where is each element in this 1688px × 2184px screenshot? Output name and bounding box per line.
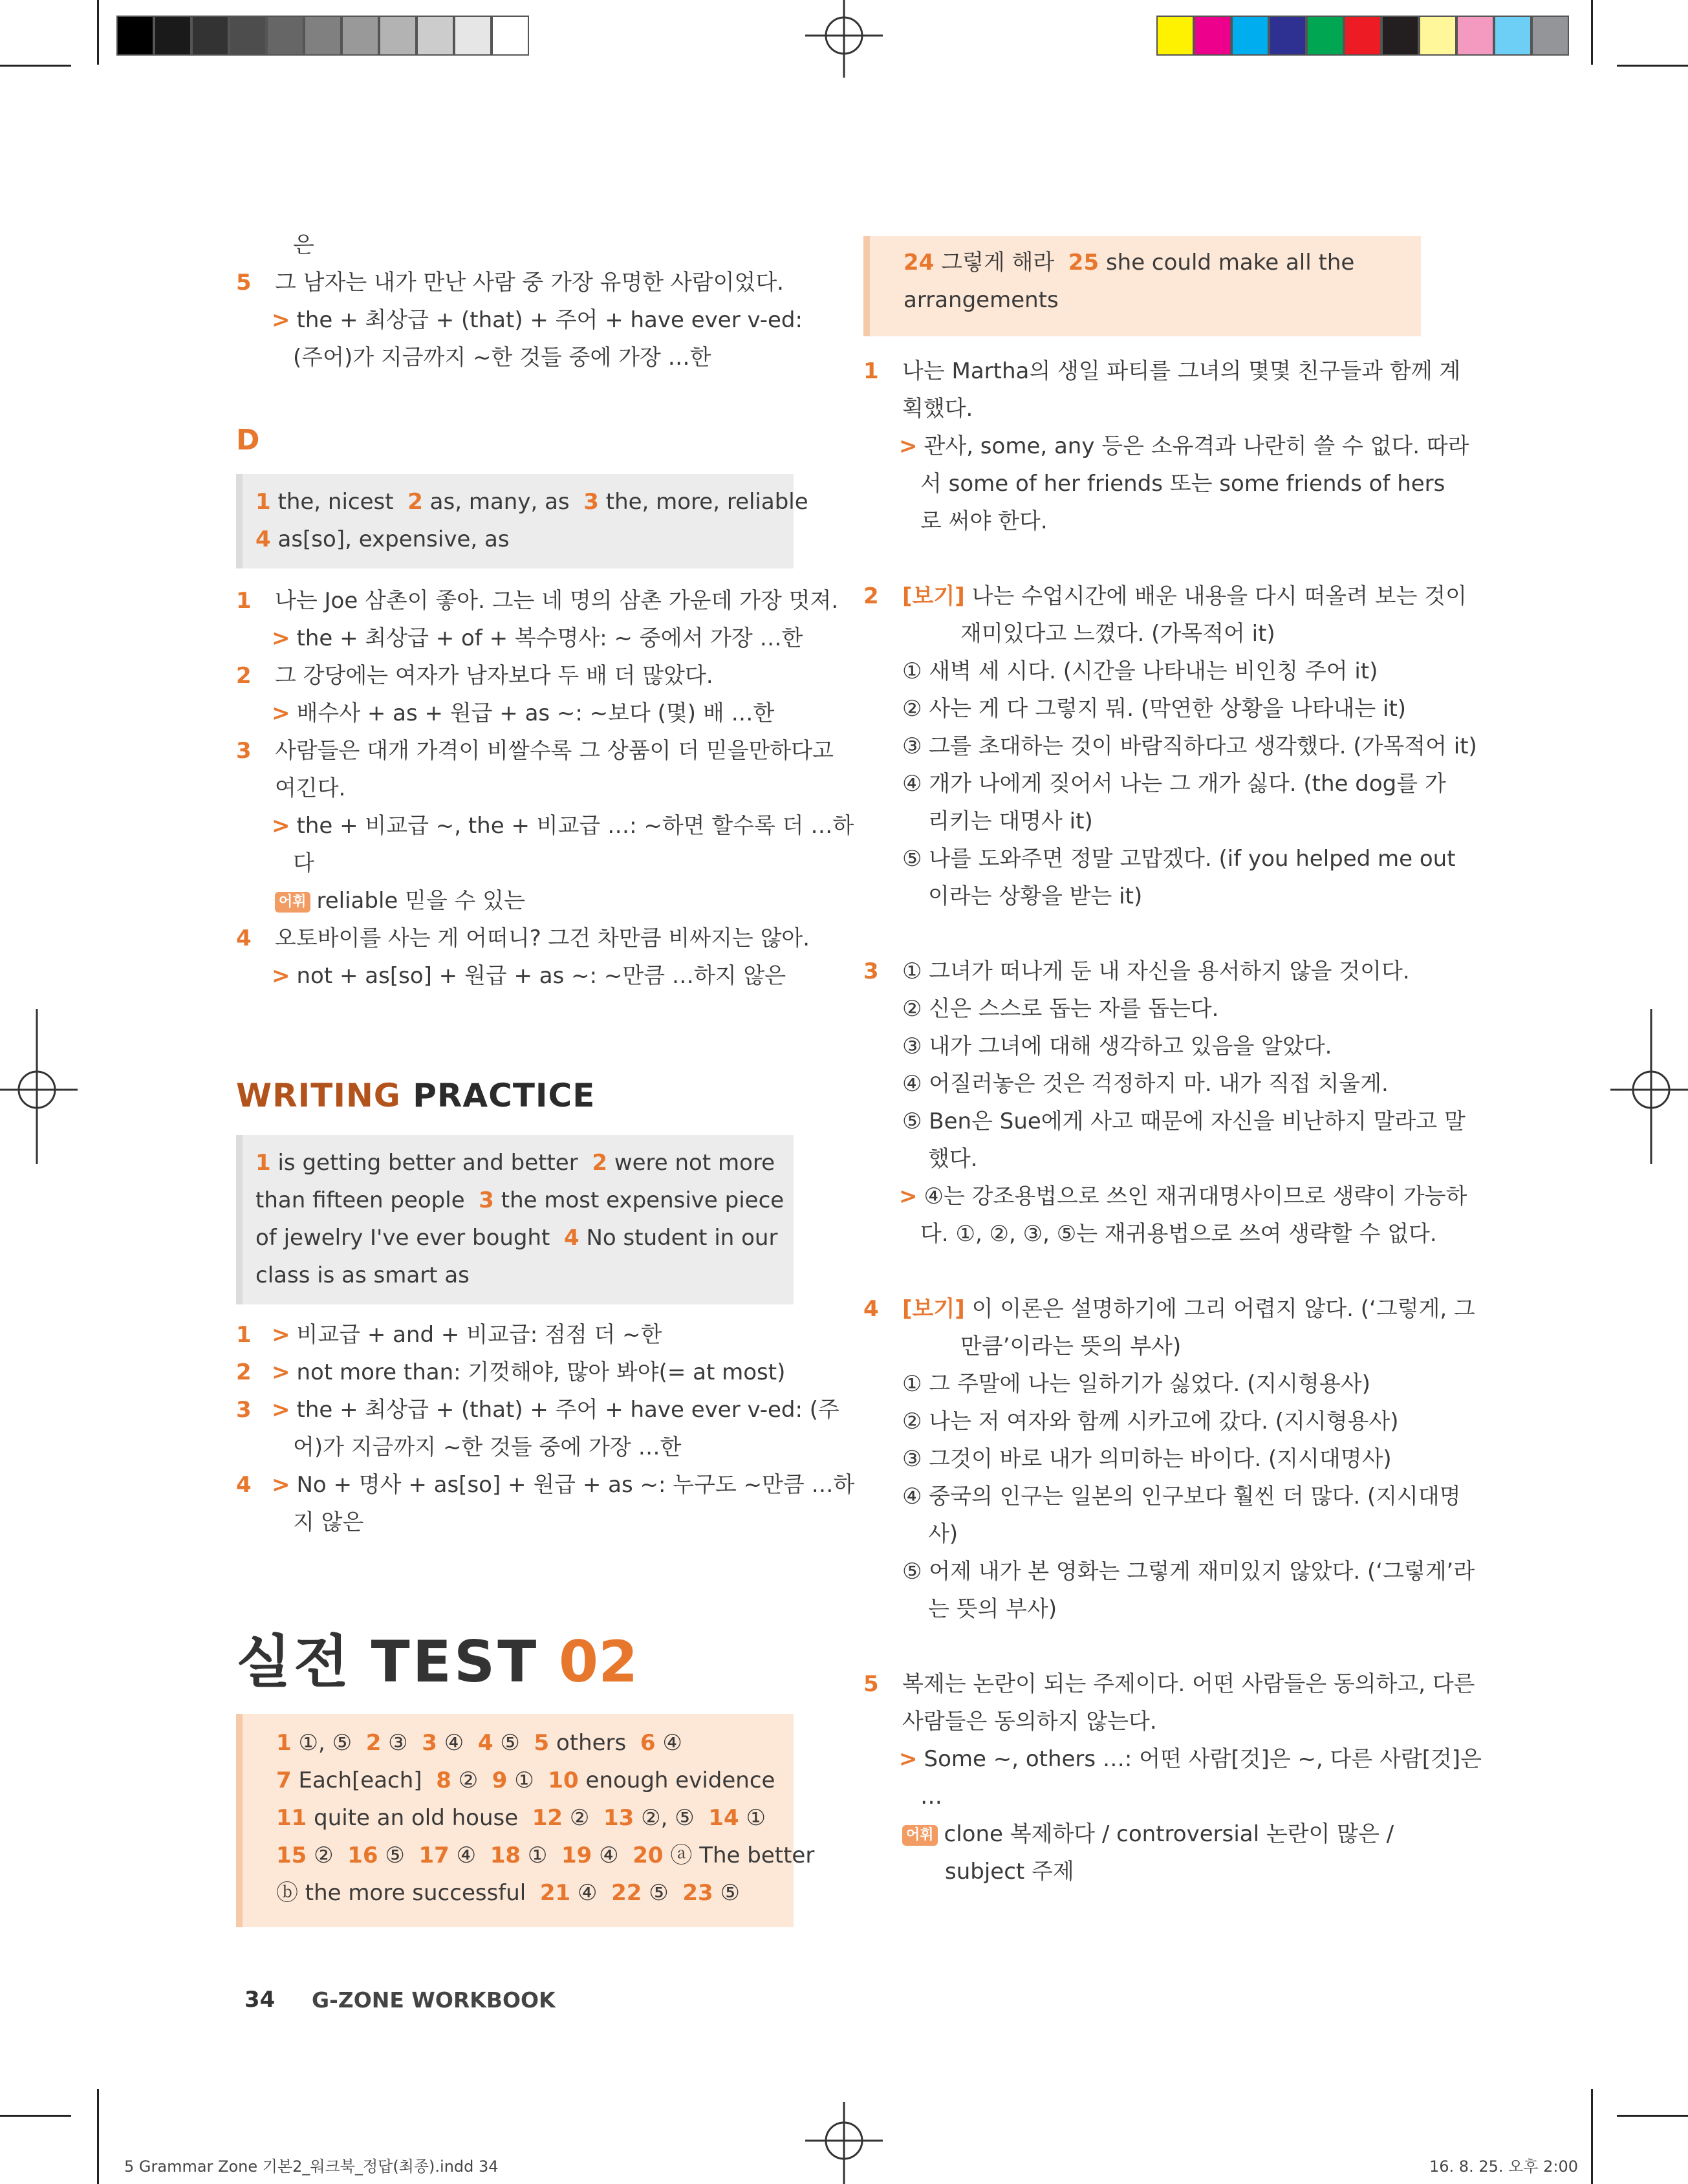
answer-line (276, 1762, 814, 1799)
writing-practice-title: WRITING PRACTICE (236, 1077, 596, 1114)
right-answer-box: 24 그렇게 해라 25 she could make all the arrangements (863, 236, 1421, 336)
answer-number: 20 (633, 1843, 664, 1868)
answer-number: 16 (347, 1843, 378, 1868)
test-answer-box (236, 1714, 815, 1927)
gray-swatch (454, 16, 492, 56)
answer-number: 15 (276, 1843, 307, 1868)
answer-text: ② (569, 1805, 590, 1831)
answer-number: 3 (583, 489, 599, 515)
answer-text: ⓐ The better (670, 1843, 815, 1868)
color-swatch (1194, 16, 1231, 56)
answer-text: ④ (456, 1843, 477, 1868)
book-title: G-ZONE WORKBOOK (312, 1987, 556, 2013)
answer-text: as, many, as (429, 489, 570, 515)
arrow-icon: > (899, 433, 918, 459)
answer-text: ⑤ (500, 1730, 520, 1756)
answer-number: 1 (255, 489, 271, 515)
arrow-icon: > (899, 1746, 918, 1772)
crop-mark (0, 65, 71, 67)
crop-mark (1617, 65, 1688, 67)
color-swatch (1306, 16, 1344, 56)
answer-text: the most expensive piece (501, 1187, 784, 1213)
answer-text: ②, ⑤ (641, 1805, 695, 1831)
answer-line (255, 1257, 784, 1294)
gray-swatch (304, 16, 341, 56)
answer-text: ③ (388, 1730, 408, 1756)
section-d-items: 1 나는 Joe 삼촌이 좋아. 그는 네 명의 삼촌 가운데 가장 멋져. > the + 최상급 + of + 복수명사: ~ 중에서 가장 …한 2 그 강당에는 여자가 남자보다 두 배 더 많았다. > 배수사 + as + 원급 + as ~: ~보다 (몇) 배 …한 3 사람들은 대개 가격이 비쌀수록 그 상품이 더 믿을만하다고 여긴다. > the + 비교급 ~, the + 비교급 …: ~하면 할수록 더 …하 다 어휘 reliable 믿을 수 있는 4 오토바이를 사는 게 어떠니? 그건 차만큼 비싸지는 않아. > not + as[so] + 원급 + as ~: ~만큼 …하지 않은 (236, 588, 854, 989)
registration-mark-right (1610, 1009, 1688, 1164)
crop-mark (97, 2089, 99, 2184)
answer-text: Each[each] (298, 1768, 422, 1793)
answer-number: 8 (436, 1768, 451, 1793)
answer-text: ② (458, 1768, 479, 1793)
answer-text: the, more, reliable (605, 489, 808, 515)
writing-items: 1 > 비교급 + and + 비교급: 점점 더 ~한 2 > not more than: 기껏해야, 많아 봐야(= at most) 3 > the + 최상급 + (that) + 주어 + have ever v-ed: (주 어)가 지금까지 ~한 것들 중에 가장 …한 4 > No + 명사 + as[so] + 원급 + as ~: 누구도 ~만큼 …하 지 않은 (236, 1322, 855, 1535)
test-title: 실전 TEST 02 (236, 1628, 638, 1695)
answer-number: 13 (603, 1805, 634, 1831)
gray-swatch (229, 16, 266, 56)
answer-text: quite an old house (314, 1805, 519, 1831)
answer-text: ⓑ the more successful (276, 1880, 526, 1906)
color-swatch (1344, 16, 1381, 56)
crop-mark (0, 2115, 71, 2117)
registration-mark-bottom (805, 2102, 883, 2184)
answer-text: ⑤ (649, 1880, 669, 1906)
answer-number: 2 (592, 1150, 607, 1176)
left-column (236, 226, 803, 376)
answer-text: ④ (662, 1730, 682, 1756)
right-column: 1 나는 Martha의 생일 파티를 그녀의 몇몇 친구들과 함께 계 획했다. > 관사, some, any 등은 소유격과 나란히 쓸 수 없다. 따라 서 some of her friends 또는 some friends of hers 로 써야 한다. 2 [보기] 나는 수업시간에 배운 내용을 다시 떠올려 보는 것이 재미있다고 느꼈다. (가목적어 it) ① 새벽 세 시다. (시간을 나타내는 비인칭 주어 it) ② 사는 게 다 그렇지 뭐. (막연한 상황을 나타내는 it) ③ 그를 초대하는 것이 바람직하다고 생각했다. (가목적어 it) ④ 개가 나에게 짖어서 나는 그 개가 싫다. (the dog를 가 리키는 대명사 it) ⑤ 나를 도와주면 정말 고맙겠다. (if you helped me out 이라는 상황을 받는 it) 3 ① 그녀가 떠나게 둔 내 자신을 용서하지 않을 것이다. ② 신은 스스로 돕는 자를 돕는다. ③ 내가 그녀에 대해 생각하고 있음을 알았다. ④ 어질러놓은 것은 걱정하지 마. 내가 직접 치울게. ⑤ Ben은 Sue에게 사고 때문에 자신을 비난하지 말라고 말 했다. > ④는 강조용법으로 쓰인 재귀대명사이므로 생략이 가능하 다. ①, ②, ③, ⑤는 재귀용법으로 쓰여 생략할 수 없다. 4 [보기] 이 이론은 설명하기에 그리 어렵지 않다. (‘그렇게, 그 만큼’이라는 뜻의 부사) ① 그 주말에 나는 일하기가 싫었다. (지시형용사) ② 나는 저 여자와 함께 시카고에 갔다. (지시형용사) ③ 그것이 바로 내가 의미하는 바이다. (지시대명사) ④ 중국의 인구는 일본의 인구보다 훨씬 더 많다. (지시대명 사) ⑤ 어제 내가 본 영화는 그렇게 재미있지 않았다. (‘그렇게’라 는 뜻의 부사) 5 복제는 논란이 되는 주제이다. 어떤 사람들은 동의하고, 다른 사람들은 동의하지 않는다. > Some ~, others …: 어떤 사람[것]은 ~, 다른 사람[것]은 … 어휘 clone 복제하다 / controversial 논란이 많은 / subject 주제 (863, 358, 1482, 1885)
color-swatch (1494, 16, 1531, 56)
crop-mark (1591, 2089, 1593, 2184)
gray-swatch (492, 16, 529, 56)
answer-number: 11 (276, 1805, 307, 1831)
answer-text: ② (314, 1843, 334, 1868)
arrow-icon: > (272, 1472, 290, 1498)
answer-number: 19 (561, 1843, 592, 1868)
section-d-answer-box (236, 474, 808, 568)
answer-number: 4 (564, 1225, 579, 1251)
answer-text: ① (746, 1805, 766, 1831)
answer-text: No student in our (586, 1225, 778, 1251)
answer-line (255, 1144, 784, 1182)
answer-number: 3 (479, 1187, 494, 1213)
answer-number: 17 (418, 1843, 449, 1868)
answer-number: 1 (276, 1730, 292, 1756)
answer-text: is getting better and better (277, 1150, 578, 1176)
answer-number: 6 (640, 1730, 656, 1756)
answer-number: 18 (490, 1843, 521, 1868)
rule-line: > the + 최상급 + (that) + 주어 + have ever v-ed: (272, 307, 803, 333)
answer-number: 1 (255, 1150, 271, 1176)
answer-text: ④ (444, 1730, 464, 1756)
date-slug: 16. 8. 25. 오후 2:00 (1429, 2157, 1579, 2176)
answer-text: than fifteen people (255, 1187, 465, 1213)
file-slug: 5 Grammar Zone 기본2_워크북_정답(최종).indd 34 (124, 2157, 499, 2176)
arrow-icon: > (272, 1359, 290, 1385)
vocab-tag: 어휘 (275, 892, 310, 913)
gray-swatch (266, 16, 304, 56)
gray-swatch (417, 16, 454, 56)
answer-text: ④ (578, 1880, 598, 1906)
color-swatch (1231, 16, 1269, 56)
color-swatch (1419, 16, 1456, 56)
arrow-icon: > (272, 813, 290, 839)
answer-number: 10 (548, 1768, 579, 1793)
answer-text: ①, ⑤ (298, 1730, 352, 1756)
answer-text: as[so], expensive, as (277, 526, 510, 552)
answer-number: 3 (422, 1730, 437, 1756)
answer-text: enough evidence (585, 1768, 775, 1793)
color-swatch (1156, 16, 1194, 56)
answer-number: 9 (492, 1768, 508, 1793)
gray-swatch (154, 16, 191, 56)
vocab-tag: 어휘 (902, 1825, 938, 1846)
answer-line (255, 1219, 784, 1257)
answer-text: ⑤ (385, 1843, 405, 1868)
arrow-icon: > (272, 307, 290, 333)
answer-text: class is as smart as (255, 1262, 470, 1288)
answer-line (255, 521, 808, 558)
color-swatch (1381, 16, 1419, 56)
answer-line (276, 1837, 814, 1874)
crop-mark (1591, 0, 1593, 65)
answer-text: were not more (614, 1150, 775, 1176)
answer-line (255, 483, 808, 521)
writing-answer-box (236, 1135, 794, 1304)
gray-swatch (116, 16, 154, 56)
answer-number: 2 (365, 1730, 382, 1756)
arrow-icon: > (899, 1184, 918, 1209)
color-swatch (1456, 16, 1494, 56)
color-swatch (1269, 16, 1306, 56)
answer-text: ① (514, 1768, 534, 1793)
answer-number: 4 (255, 526, 271, 552)
answer-text: of jewelry I've ever bought (255, 1225, 550, 1251)
answer-line (276, 1724, 814, 1762)
answer-number: 23 (682, 1880, 713, 1906)
answer-number: 14 (708, 1805, 739, 1831)
page-number: 34 (244, 1987, 276, 2013)
answer-number: 7 (276, 1768, 292, 1793)
answer-line (276, 1874, 814, 1912)
gray-swatch (341, 16, 379, 56)
answer-number: 21 (539, 1880, 571, 1906)
arrow-icon: > (272, 625, 290, 651)
answer-number: 22 (611, 1880, 642, 1906)
arrow-icon: > (272, 1397, 290, 1423)
answer-text: the, nicest (277, 489, 394, 515)
arrow-icon: > (272, 1322, 290, 1348)
color-swatch (1531, 16, 1569, 56)
answer-text: ④ (599, 1843, 619, 1868)
registration-mark-top (805, 0, 883, 78)
answer-text: ⑤ (720, 1880, 741, 1906)
continued-text: 은 (293, 232, 314, 258)
answer-line (255, 1182, 784, 1219)
section-d-title: D (236, 424, 260, 457)
answer-line (276, 1799, 814, 1837)
crop-mark (97, 0, 99, 65)
answer-text: ① (527, 1843, 548, 1868)
rule-line: (주어)가 지금까지 ~한 것들 중에 가장 …한 (293, 345, 711, 371)
answer-number: 4 (477, 1730, 493, 1756)
answer-number: 2 (407, 489, 423, 515)
crop-mark (1617, 2115, 1688, 2117)
answer-number: 5 (534, 1730, 550, 1756)
answer-number: 12 (532, 1805, 563, 1831)
arrow-icon: > (272, 963, 290, 989)
registration-mark-left (0, 1009, 78, 1164)
arrow-icon: > (272, 700, 290, 726)
gray-swatch (191, 16, 229, 56)
gray-swatch (379, 16, 417, 56)
item-5: 5 그 남자는 내가 만난 사람 중 가장 유명한 사람이었다. (236, 270, 784, 296)
answer-text: others (556, 1730, 627, 1756)
